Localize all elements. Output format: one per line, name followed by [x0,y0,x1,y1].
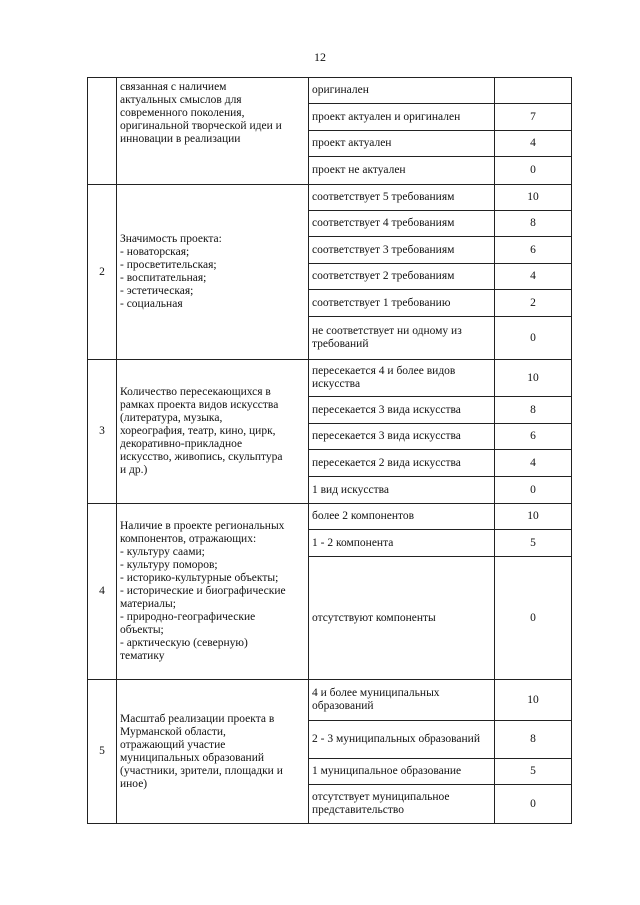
criterion-number [88,78,117,185]
criterion-option-text: отсутствуют компоненты [309,557,495,680]
criterion-option-text: проект не актуален [309,157,495,185]
criterion-option-text: соответствует 4 требованиям [309,211,495,237]
criterion-description-line: оригинальной творческой идеи и [120,120,282,132]
criterion-description-line: - историко-культурные объекты; [120,572,279,584]
criterion-description-line: Наличие в проекте региональных [120,520,285,532]
criterion-score: 6 [495,237,572,264]
criterion-score: 0 [495,157,572,185]
criterion-option-text: 1 вид искусства [309,477,495,504]
criteria-table [87,77,572,824]
criterion-score: 10 [495,504,572,530]
criterion-number: 2 [88,185,117,360]
criterion-score: 0 [495,785,572,824]
criterion-option-text: пересекается 3 вида искусства [309,424,495,450]
criterion-score: 2 [495,290,572,317]
criterion-option-text: соответствует 5 требованиям [309,185,495,211]
criterion-description [117,360,309,504]
criterion-description-line: - культуру саами; [120,546,205,558]
criterion-description-line: искусство, живопись, скульптура [120,451,283,463]
criterion-description-line: - социальная [120,298,183,310]
criterion-option-text: соответствует 2 требованиям [309,264,495,290]
criterion-number: 5 [88,680,117,824]
criteria-option-row [88,360,572,397]
criterion-option-text: не соответствует ни одному из требований [309,317,495,360]
criterion-description-line: - культуру поморов; [120,559,218,571]
criterion-description-line: Значимость проекта: [120,233,222,245]
criterion-description-line: (литература, музыка, [120,412,223,424]
criterion-score: 10 [495,680,572,721]
criterion-option-text: проект актуален и оригинален [309,104,495,131]
criterion-description [117,504,309,680]
criterion-option-text: проект актуален [309,131,495,157]
criterion-description-line: хореография, театр, кино, цирк, [120,425,276,437]
criterion-description-line: - просветительская; [120,259,217,271]
criterion-score: 6 [495,424,572,450]
criterion-score: 10 [495,185,572,211]
criterion-option-text: оригинален [309,78,495,104]
criterion-option-text: соответствует 1 требованию [309,290,495,317]
criterion-description-line: - природно-географические [120,611,256,623]
criterion-score: 4 [495,450,572,477]
criterion-option-text: пересекается 4 и более видов искусства [309,360,495,397]
criterion-description-line: рамках проекта видов искусства [120,399,279,411]
criterion-score: 10 [495,360,572,397]
criterion-description-line: Количество пересекающихся в [120,386,271,398]
criterion-score: 8 [495,211,572,237]
criterion-description-line: муниципальных образований [120,751,265,764]
criteria-option-row [88,680,572,721]
criterion-option-text: 4 и более муниципальных образований [309,680,495,721]
criteria-option-row [88,185,572,211]
criterion-description-line: и др.) [120,464,148,476]
criterion-description-line: отражающий участие [120,738,226,751]
page-number: 12 [314,50,326,64]
criterion-description-line: - новаторская; [120,246,190,258]
criterion-score: 8 [495,397,572,424]
criterion-score: 7 [495,104,572,131]
criterion-description-line: Масштаб реализации проекта в [120,712,275,725]
criterion-score: 8 [495,721,572,759]
criterion-number: 3 [88,360,117,504]
criterion-description [117,78,309,185]
criterion-description-line: - арктическую (северную) [120,637,248,649]
criterion-description [117,185,309,360]
criterion-description-line: иное) [120,777,148,790]
criteria-option-row [88,504,572,530]
criterion-description-line: объекты; [120,624,164,636]
criterion-option-text: более 2 компонентов [309,504,495,530]
criteria-option-row [88,78,572,104]
criterion-description-line: - исторические и биографические [120,585,286,597]
criterion-description-line: современного поколения, [120,107,245,119]
criterion-option-text: пересекается 3 вида искусства [309,397,495,424]
criterion-description-line: актуальных смыслов для [120,94,242,106]
criterion-score [495,78,572,104]
criterion-score: 0 [495,477,572,504]
criterion-description-line: - воспитательная; [120,272,207,284]
criterion-option-text: соответствует 3 требованиям [309,237,495,264]
criterion-description-line: Мурманской области, [120,725,226,738]
criterion-description-line: тематику [120,650,165,662]
criterion-score: 0 [495,317,572,360]
criterion-score: 5 [495,530,572,557]
criterion-option-text: пересекается 2 вида искусства [309,450,495,477]
criterion-description [117,680,309,824]
criterion-description-line: компонентов, отражающих: [120,533,257,545]
criterion-score: 0 [495,557,572,680]
criterion-option-text: 1 муниципальное образование [309,759,495,785]
criterion-option-text: 1 - 2 компонента [309,530,495,557]
criterion-score: 4 [495,264,572,290]
criterion-number: 4 [88,504,117,680]
criterion-score: 5 [495,759,572,785]
criterion-score: 4 [495,131,572,157]
criterion-option-text: отсутствует муниципальное представительство [309,785,495,824]
criterion-description-line: декоративно-прикладное [120,438,243,450]
criterion-option-text: 2 - 3 муниципальных образований [309,721,495,759]
criterion-description-line: - эстетическая; [120,285,194,297]
criterion-description-line: инновации в реализации [120,133,241,145]
criterion-description-line: материалы; [120,598,176,610]
criterion-description-line: связанная с наличием [120,81,227,93]
criterion-description-line: (участники, зрители, площадки и [120,764,283,777]
